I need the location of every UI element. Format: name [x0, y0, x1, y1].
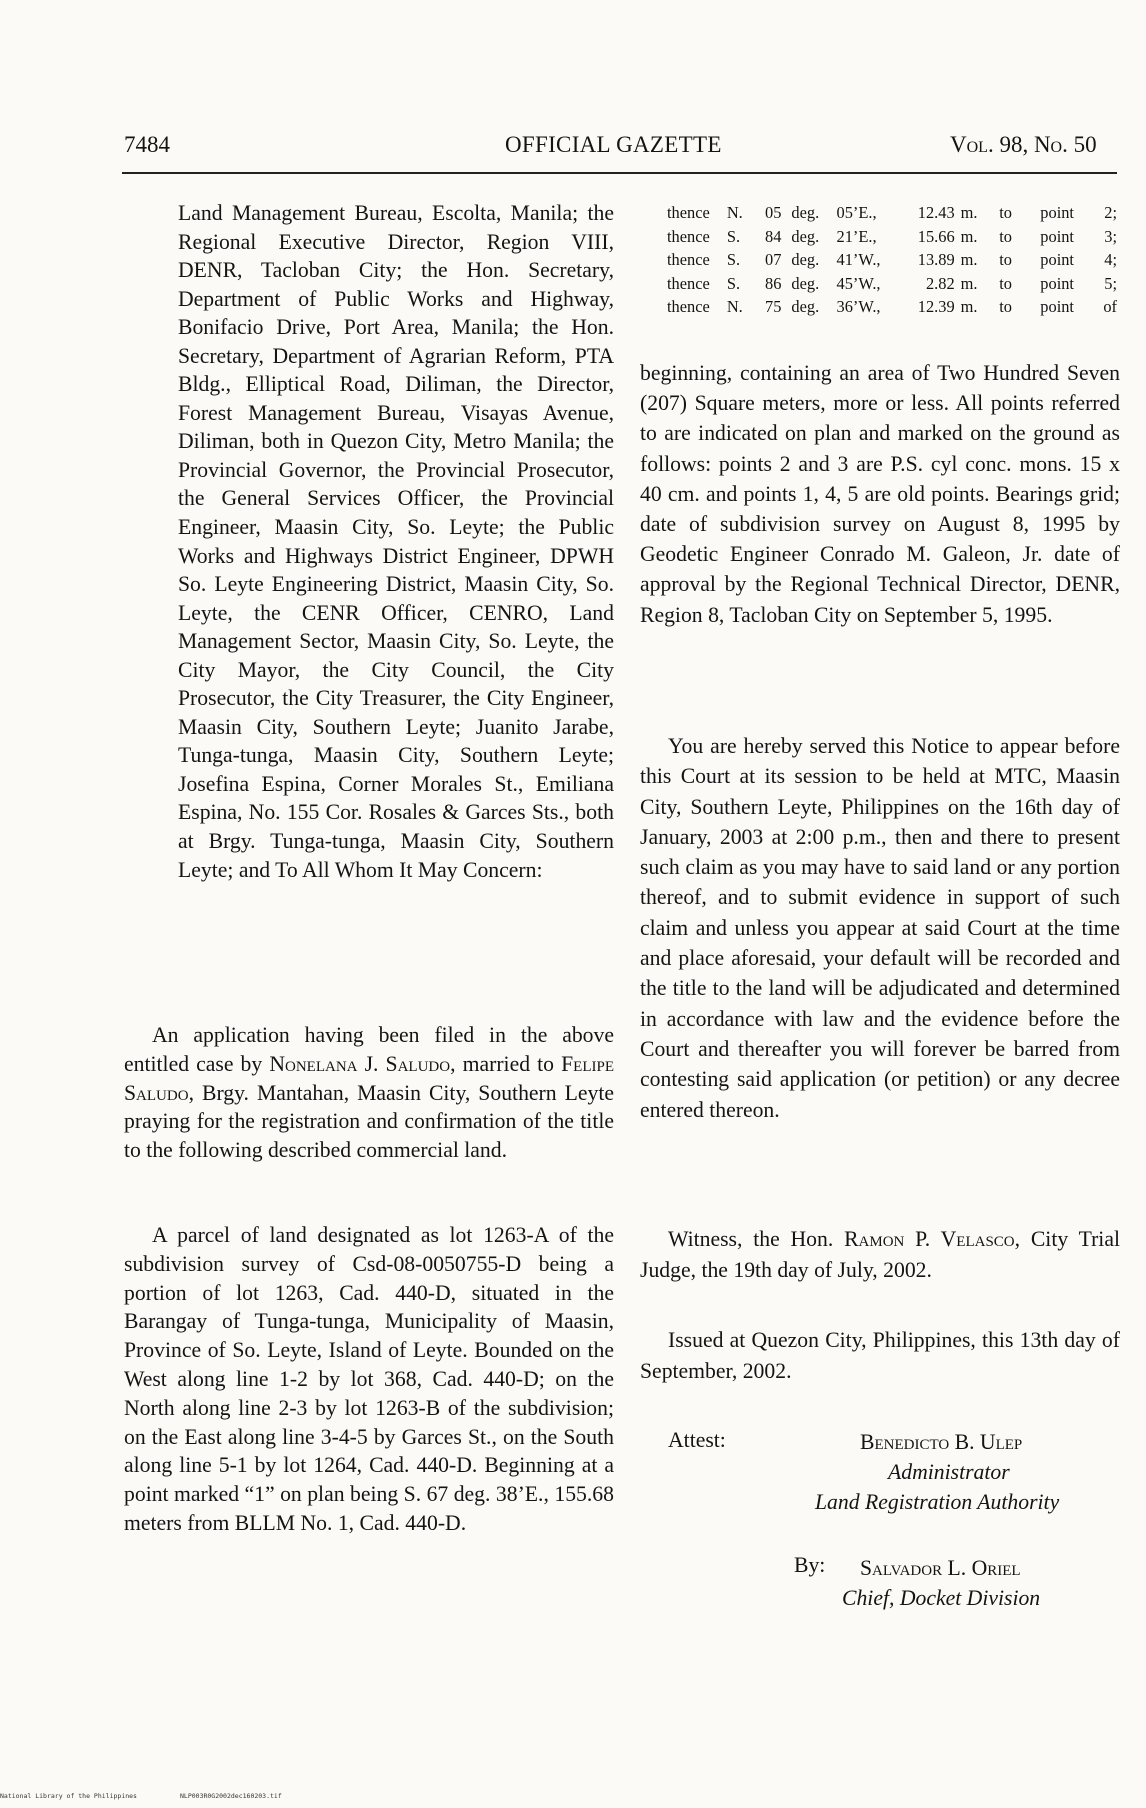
attesting-agency: Land Registration Authority [815, 1490, 1060, 1514]
bearing-min: 21’E., [836, 226, 877, 246]
bearing-dist: 2.82 [925, 273, 955, 293]
bearing-dist: 15.66 [917, 226, 955, 246]
bearing-m: m. [960, 297, 978, 317]
bearing-thence: thence [667, 250, 710, 270]
bearing-to: to [999, 297, 1012, 317]
bearing-deg: 05 [765, 203, 782, 222]
bearing-deg: 84 [765, 226, 782, 246]
signing-officer-name: Salvador L. Oriel [860, 1556, 1021, 1580]
bearing-thence: thence [667, 226, 710, 246]
bearing-row [667, 295, 1117, 319]
bearing-row [667, 272, 1117, 296]
bearing-row [667, 248, 1117, 272]
bearing-point: point [1040, 203, 1074, 222]
signing-officer-title: Chief, Docket Division [842, 1586, 1041, 1610]
publication-title: OFFICIAL GAZETTE [505, 132, 722, 157]
bearing-deg: 75 [765, 297, 782, 317]
addressees-list [178, 199, 614, 884]
application-paragraph [124, 1021, 614, 1165]
page-number: 7484 [124, 132, 170, 157]
technical-description-continuation [640, 358, 1120, 630]
bearing-m: m. [960, 226, 978, 246]
attest-label: Attest: [668, 1428, 726, 1452]
bearing-min: 05’E., [836, 203, 877, 222]
bearing-deg: 07 [765, 250, 782, 270]
parcel-text: A parcel of land designated as lot 1263-A of the subdivision survey of Csd-08-0050755-D being a portion of lot 1263, Cad. 440-D, situated in the Barangay of Tunga-tunga, Municipality of Maasin, Province of So. Leyte, Island of Leyte. Bounded on the West along line 1-2 by lot 368, Cad. 440-D; on the North along line 2-3 by lot 1263-B of the subdivision; on the East along line 3-4-5 by Garces St., on the South along line 5-1 by lot 1264, Cad. 440-D. Beginning at a point marked “1” on plan being S. 67 deg. 38’E., 155.68 meters from BLLM No. 1, Cad. 440-D. [124, 1223, 614, 1535]
bearing-unit: deg. [791, 203, 820, 222]
bearing-unit: deg. [791, 273, 820, 293]
bearing-dir: S. [726, 226, 741, 246]
bearing-to: to [999, 273, 1012, 293]
bearing-to: to [999, 250, 1012, 270]
bearing-thence: thence [667, 203, 710, 222]
by-label: By: [794, 1553, 826, 1577]
bearing-dir: S. [726, 250, 741, 270]
bearing-target: 4; [1104, 250, 1117, 270]
bearing-dist: 13.89 [917, 250, 955, 270]
bearing-target: 2; [1104, 203, 1117, 222]
applicant-name: Nonelana J. Saludo [269, 1051, 451, 1076]
bearing-m: m. [960, 273, 978, 293]
bearing-row [667, 201, 1117, 225]
judge-name: Ramon P. Velasco [844, 1227, 1015, 1251]
bearing-m: m. [960, 250, 978, 270]
bearing-row [667, 225, 1117, 249]
bearing-point: point [1040, 273, 1074, 293]
bearing-min: 36’W., [836, 297, 881, 317]
bearing-deg: 86 [765, 273, 782, 293]
bearing-dir: S. [726, 273, 741, 293]
bearing-thence: thence [667, 297, 710, 317]
notice-paragraph [640, 731, 1120, 1125]
bearing-to: to [999, 226, 1012, 246]
bearing-dist: 12.39 [917, 297, 955, 317]
parcel-description [124, 1221, 614, 1538]
footer-file-id: NLP003R0G2002dec160203.tif [180, 1792, 282, 1800]
footer-library: National Library of the Philippines [0, 1792, 137, 1800]
witness-text: Witness, the Hon. Ramon P. Velasco, City Trial Judge, the 19th day of July, 2002. [640, 1227, 1120, 1282]
witness-paragraph [640, 1224, 1120, 1285]
bearing-target: 5; [1104, 273, 1117, 293]
bearing-point: point [1040, 297, 1074, 317]
bearing-thence: thence [667, 273, 710, 293]
spouse-name: Felipe Saludo [124, 1051, 614, 1105]
attesting-officer-name: Benedicto B. Ulep [860, 1430, 1023, 1454]
bearing-min: 45’W., [836, 273, 881, 293]
bearing-target: 3; [1104, 226, 1117, 246]
issued-paragraph [640, 1325, 1120, 1386]
bearing-dir: N. [726, 297, 743, 317]
bearing-unit: deg. [791, 226, 820, 246]
issued-text: Issued at Quezon City, Philippines, this 13th day of September, 2002. [640, 1328, 1120, 1383]
bearing-target: of [1103, 297, 1117, 317]
continuation-text: beginning, containing an area of Two Hundred Seven (207) Square meters, more or less. All points referred to are indicated on plan and marked on the ground as follows: points 2 and 3 are P.S. cyl conc. mons. 15 x 40 cm. and points 1, 4, 5 are old points. Bearings grid; date of subdivision survey on August 8, 1995 by Geodetic Engineer Conrado M. Galeon, Jr. date of approval by the Regional Technical Director, DENR, Region 8, Tacloban City on September 5, 1995. [640, 361, 1120, 627]
volume-number: Vol. 98, No. 50 [950, 132, 1097, 157]
bearing-unit: deg. [791, 250, 820, 270]
application-text: An application having been filed in the above entitled case by Nonelana J. Saludo, married to Felipe Saludo, Brgy. Mantahan, Maasin City, Southern Leyte praying for the registration and confirmation of the title to the following described commercial land. [124, 1023, 614, 1163]
bearing-unit: deg. [791, 297, 820, 317]
bearings-table [667, 201, 1117, 319]
attesting-officer-title: Administrator [888, 1460, 1010, 1484]
bearing-m: m. [960, 203, 978, 222]
notice-text: You are hereby served this Notice to appear before this Court at its session to be held at MTC, Maasin City, Southern Leyte, Philippines on the 16th day of January, 2003 at 2:00 p.m., then and there to present such claim as you may have to said land or any portion thereof, and to submit evidence in support of such claim and unless you appear at said Court at the time and place aforesaid, your default will be recorded and the title to the land will be adjudicated and determined in accordance with law and the evidence before the Court and thereafter you will forever be barred from contesting said application (or petition) or any decree entered thereon. [640, 734, 1120, 1122]
bearing-point: point [1040, 226, 1074, 246]
header-rule [122, 172, 1117, 174]
bearing-to: to [999, 203, 1012, 222]
bearing-min: 41’W., [836, 250, 881, 270]
bearing-dist: 12.43 [917, 203, 955, 222]
addressees-text: Land Management Bureau, Escolta, Manila; the Regional Executive Director, Region VIII, DENR, Tacloban City; the Hon. Secretary, Department of Public Works and Highway, Bonifacio Drive, Port Area, Manila; the Hon. Secretary, Department of Agrarian Reform, PTA Bldg., Elliptical Road, Diliman, the Director, Forest Management Bureau, Visayas Avenue, Diliman, both in Quezon City, Metro Manila; the Provincial Governor, the Provincial Prosecutor, the General Services Officer, the Provincial Engineer, Maasin City, So. Leyte; the Public Works and Highways District Engineer, DPWH So. Leyte Engineering District, Maasin City, So. Leyte, the CENR Officer, CENRO, Land Management Sector, Maasin City, So. Leyte, the City Mayor, the City Council, the City Prosecutor, the City Treasurer, the City Engineer, Maasin City, Southern Leyte; Juanito Jarabe, Tunga-tunga, Maasin City, Southern Leyte; Josefina Espina, Corner Morales St., Emiliana Espina, No. 155 Cor. Rosales & Garces Sts., both at Brgy. Tunga-tunga, Maasin City, Southern Leyte; and To All Whom It May Concern: [178, 201, 614, 882]
bearing-point: point [1040, 250, 1074, 270]
bearing-dir: N. [726, 203, 743, 222]
